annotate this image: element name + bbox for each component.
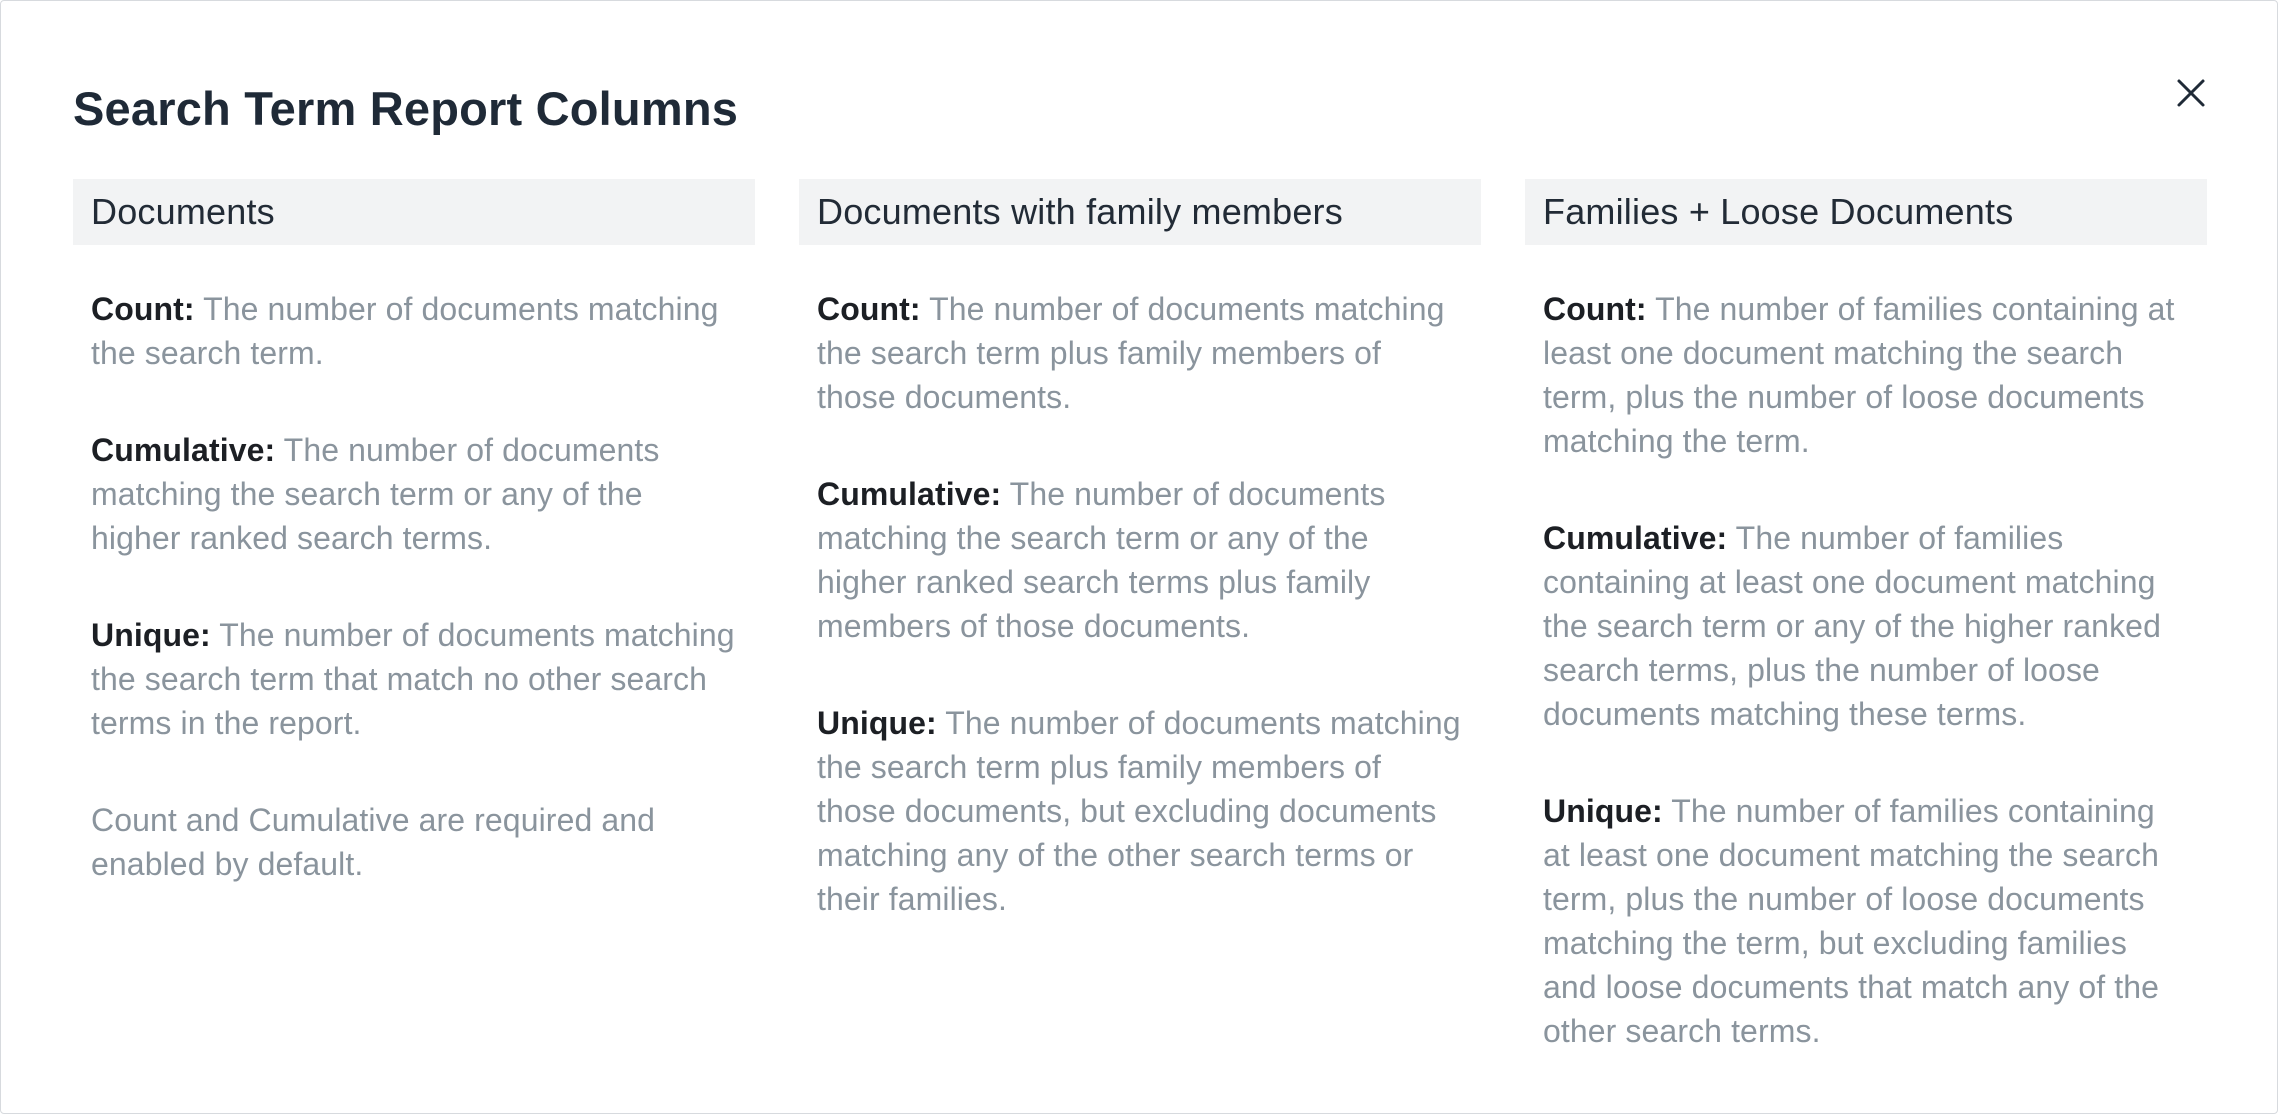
definition-count <box>91 287 737 375</box>
definition-unique <box>817 701 1463 921</box>
definition-text: The number of families containing at least one document matching the search term or any of the higher ranked search terms, plus the number of loose documents matching these terms. <box>1543 520 2161 732</box>
column-body <box>73 185 755 886</box>
definition-cumulative <box>91 428 737 560</box>
definition-cumulative <box>817 472 1463 648</box>
column-body <box>1525 185 2207 1053</box>
definition-text: The number of documents matching the search term or any of the higher ranked search terms plus family members of those documents. <box>817 476 1386 644</box>
definition-term: Cumulative: <box>91 432 276 468</box>
definition-count <box>1543 287 2189 463</box>
definition-text: The number of documents matching the search term plus family members of those documents, but excluding documents matching any of the other search terms or their families. <box>817 705 1461 917</box>
close-button[interactable] <box>2171 73 2211 113</box>
column-header: Documents with family members <box>799 179 1481 245</box>
definition-unique <box>91 613 737 745</box>
column-families-loose-documents <box>1525 179 2207 1106</box>
definition-term: Unique: <box>91 617 211 653</box>
column-header: Families + Loose Documents <box>1525 179 2207 245</box>
column-body <box>799 185 1481 921</box>
definition-text: The number of documents matching the search term or any of the higher ranked search terms. <box>91 432 660 556</box>
definition-text: The number of families containing at least one document matching the search term, plus the number of loose documents matching the term, but excluding families and loose documents that match any of the other search terms. <box>1543 793 2160 1049</box>
definition-term: Cumulative: <box>1543 520 1728 556</box>
column-header: Documents <box>73 179 755 245</box>
definition-term: Count: <box>1543 291 1647 327</box>
definition-term: Cumulative: <box>817 476 1002 512</box>
definition-text: The number of families containing at least one document matching the search term, plus the number of loose documents matching the term. <box>1543 291 2175 459</box>
definition-cumulative <box>1543 516 2189 736</box>
columns-container <box>73 179 2207 1106</box>
definition-text: The number of documents matching the search term plus family members of those documents. <box>817 291 1445 415</box>
column-documents <box>73 179 755 1106</box>
close-icon <box>2171 73 2211 113</box>
definition-term: Count: <box>91 291 195 327</box>
definition-term: Unique: <box>1543 793 1663 829</box>
definition-term: Unique: <box>817 705 937 741</box>
definition-term: Count: <box>817 291 921 327</box>
definition-text: The number of documents matching the search term that match no other search terms in the report. <box>91 617 735 741</box>
definition-count <box>817 287 1463 419</box>
definition-text: The number of documents matching the search term. <box>91 291 719 371</box>
definition-unique <box>1543 789 2189 1053</box>
default-columns-note: Count and Cumulative are required and enabled by default. <box>91 802 656 882</box>
column-documents-with-family-members <box>799 179 1481 1106</box>
dialog-title: Search Term Report Columns <box>73 82 739 135</box>
